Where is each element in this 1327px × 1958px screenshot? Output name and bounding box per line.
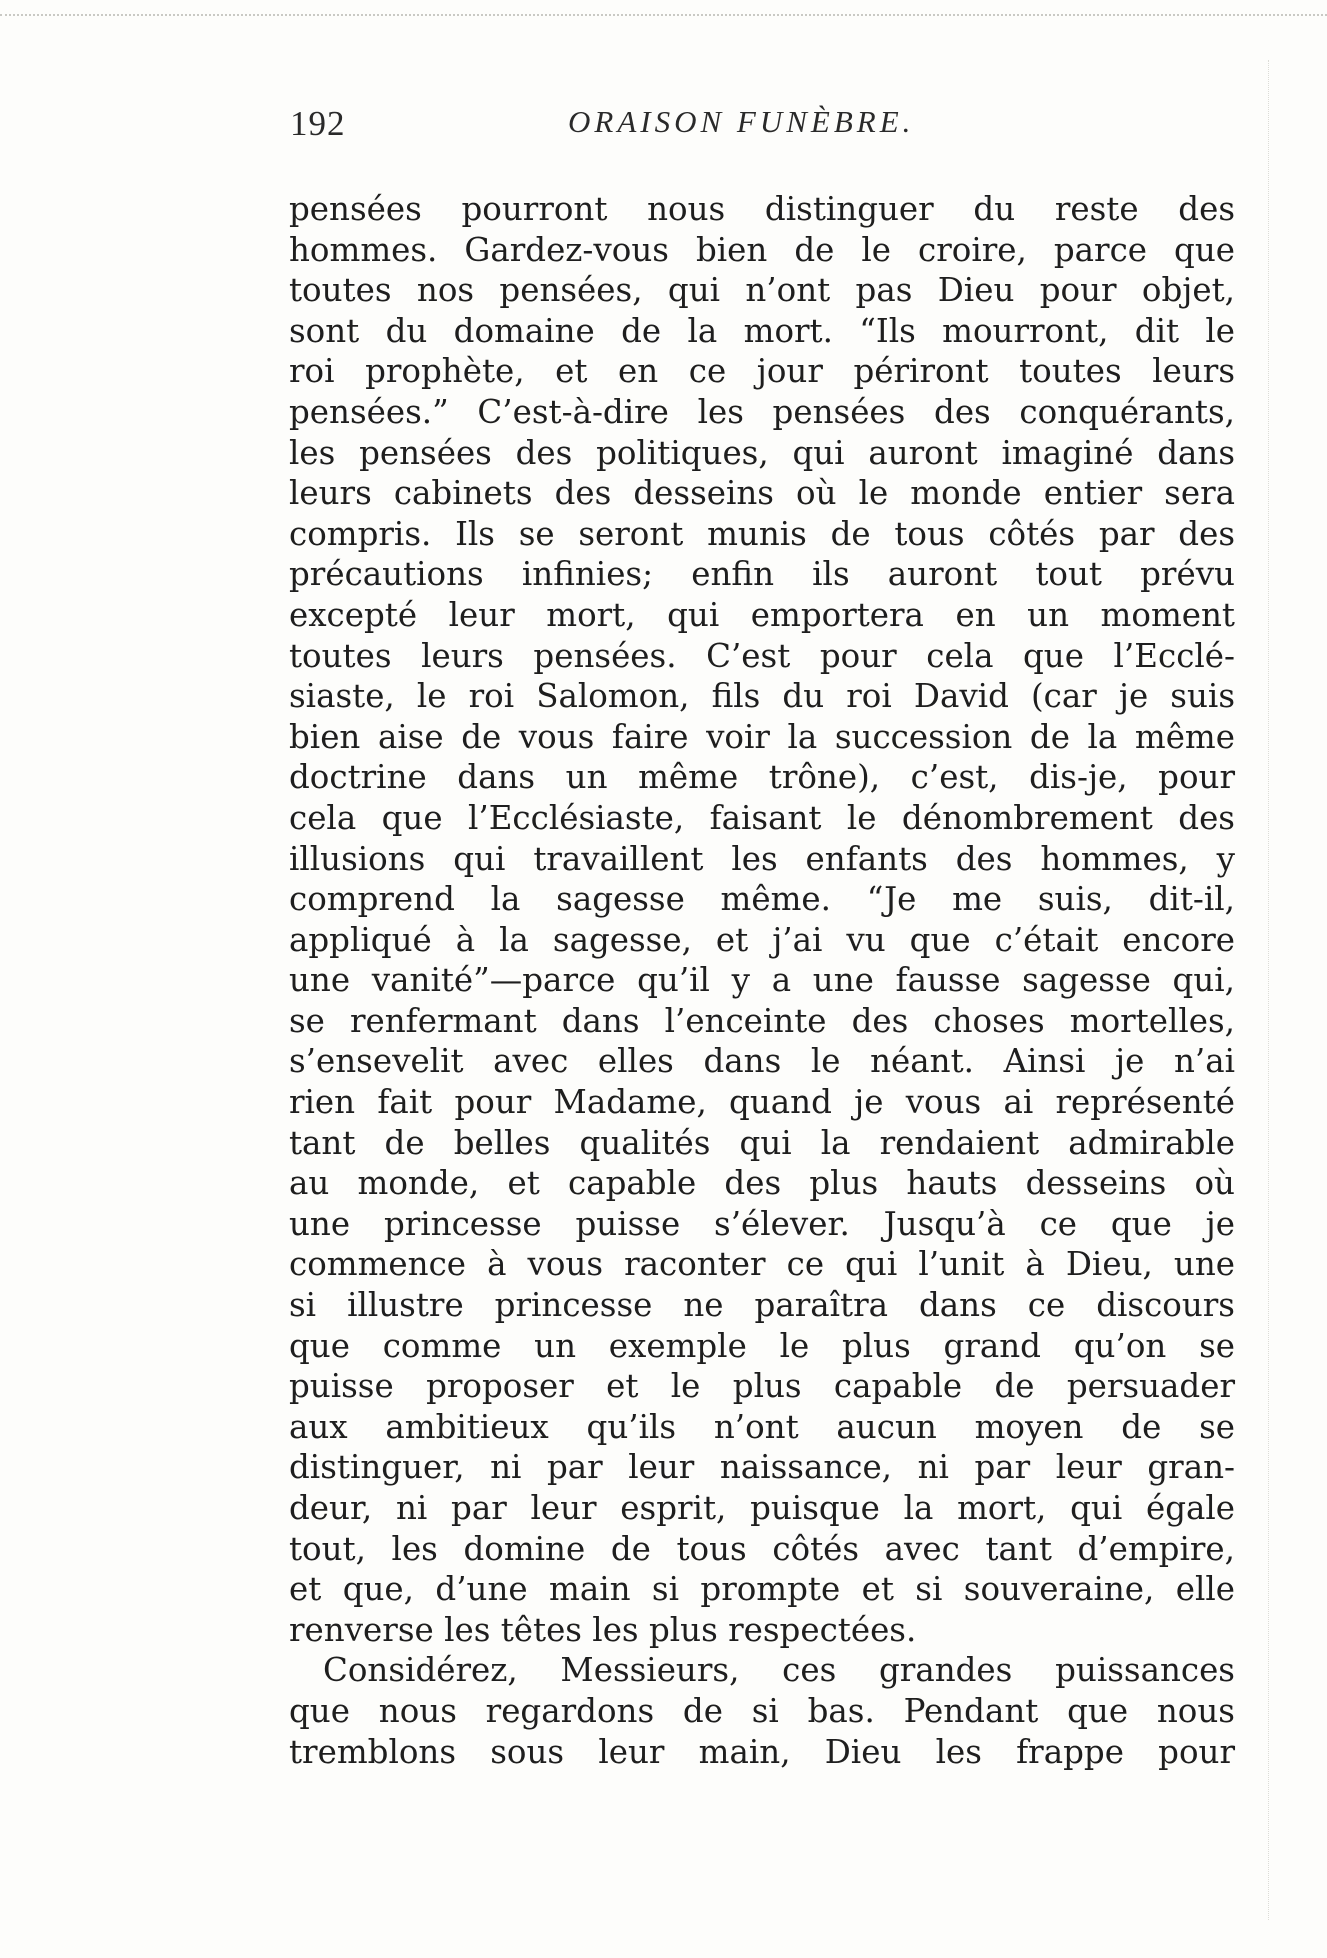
text-line: les pensées des politiques, qui auront imaginé dans bbox=[289, 433, 1235, 472]
text-line: une princesse puisse s’élever. Jusqu’à ce que je bbox=[289, 1204, 1235, 1243]
text-line: deur, ni par leur esprit, puisque la mort, qui égale bbox=[289, 1489, 1235, 1527]
text-line: excepté leur mort, qui emportera en un moment bbox=[289, 595, 1235, 634]
text-line: rien fait pour Madame, quand je vous ai représenté bbox=[289, 1083, 1235, 1122]
paragraph-end-line: renverse les têtes les plus respectées. bbox=[289, 1610, 917, 1649]
text-line: sont du domaine de la mort. “Ils mourront, dit le bbox=[289, 311, 1235, 350]
running-header bbox=[290, 96, 1240, 146]
text-line: distinguer, ni par leur naissance, ni par leur gran- bbox=[289, 1448, 1235, 1487]
text-line: illusions qui travaillent les enfants des hommes, y bbox=[289, 839, 1235, 878]
text-line: au monde, et capable des plus hauts desseins où bbox=[289, 1164, 1235, 1203]
scan-edge-top bbox=[0, 14, 1327, 16]
text-line: comprend la sagesse même. “Je me suis, dit-il, bbox=[289, 880, 1235, 919]
page-number: 192 bbox=[290, 104, 346, 143]
text-line: si illustre princesse ne paraîtra dans ce discours bbox=[289, 1286, 1235, 1325]
text-line: tremblons sous leur main, Dieu les frappe pour bbox=[289, 1732, 1235, 1771]
text-line: toutes leurs pensées. C’est pour cela que l’Ecclé- bbox=[289, 636, 1235, 675]
text-line: une vanité”—parce qu’il y a une fausse sagesse qui, bbox=[289, 961, 1235, 1000]
text-line: tant de belles qualités qui la rendaient admirable bbox=[289, 1123, 1235, 1162]
body-text bbox=[289, 189, 1235, 1772]
text-line: bien aise de vous faire voir la succession de la même bbox=[289, 717, 1235, 756]
text-line: se renfermant dans l’enceinte des choses mortelles, bbox=[289, 1001, 1235, 1040]
text-line: toutes nos pensées, qui n’ont pas Dieu pour objet, bbox=[289, 271, 1235, 310]
text-line: hommes. Gardez-vous bien de le croire, parce que bbox=[289, 230, 1235, 269]
text-line: que nous regardons de si bas. Pendant que nous bbox=[289, 1691, 1235, 1730]
paragraph-start-line: Considérez, Messieurs, ces grandes puissances bbox=[323, 1651, 1235, 1690]
text-line: puisse proposer et le plus capable de persuader bbox=[289, 1367, 1235, 1406]
scan-edge-right bbox=[1268, 60, 1269, 1920]
text-line: tout, les domine de tous côtés avec tant d’empire, bbox=[289, 1529, 1235, 1568]
text-line: doctrine dans un même trône), c’est, dis-je, pour bbox=[289, 758, 1235, 797]
text-line: leurs cabinets des desseins où le monde entier sera bbox=[289, 474, 1235, 513]
text-line: compris. Ils se seront munis de tous côtés par des bbox=[289, 514, 1235, 553]
text-line: aux ambitieux qu’ils n’ont aucun moyen de se bbox=[289, 1407, 1235, 1446]
text-line: précautions infinies; enfin ils auront tout prévu bbox=[289, 555, 1235, 594]
text-line: commence à vous raconter ce qui l’unit à Dieu, une bbox=[289, 1245, 1235, 1284]
text-line: siaste, le roi Salomon, fils du roi David (car je suis bbox=[289, 677, 1235, 716]
text-line: s’ensevelit avec elles dans le néant. Ainsi je n’ai bbox=[289, 1042, 1235, 1081]
text-line: roi prophète, et en ce jour périront toutes leurs bbox=[289, 352, 1235, 391]
text-line: et que, d’une main si prompte et si souveraine, elle bbox=[289, 1570, 1235, 1609]
text-line: appliqué à la sagesse, et j’ai vu que c’était encore bbox=[289, 920, 1235, 959]
text-line: que comme un exemple le plus grand qu’on se bbox=[289, 1326, 1235, 1365]
text-line: cela que l’Ecclésiaste, faisant le dénombrement des bbox=[289, 798, 1235, 837]
running-title: ORAISON FUNÈBRE. bbox=[568, 104, 915, 139]
text-line: pensées pourront nous distinguer du reste des bbox=[289, 190, 1235, 228]
text-line: pensées.” C’est-à-dire les pensées des conquérants, bbox=[289, 392, 1235, 431]
